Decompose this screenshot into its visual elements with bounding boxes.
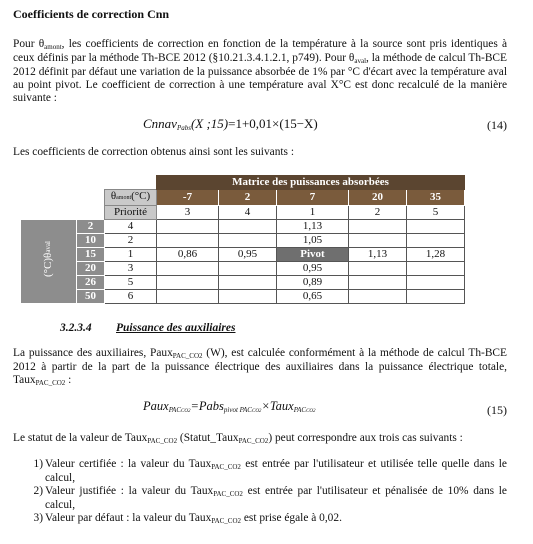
table-row: [21, 220, 465, 234]
table-row: [21, 276, 465, 290]
formula-times: ×Taux: [261, 399, 294, 413]
coefficient-cell: 1,13: [277, 220, 349, 234]
subscript: PAC_CO2: [238, 437, 269, 445]
coefficient-cell: 0,89: [277, 276, 349, 290]
coefficient-cell: [157, 262, 219, 276]
coefficient-cell: 1,13: [349, 248, 407, 262]
paragraph-theta: [13, 38, 507, 105]
table-row: [21, 290, 465, 304]
coefficient-cell: [349, 234, 407, 248]
coefficient-cell: [219, 234, 277, 248]
coefficient-cell: [349, 220, 407, 234]
coefficient-cell: [157, 220, 219, 234]
coefficient-cell: 1,28: [407, 248, 465, 262]
coefficient-cell: 0,65: [277, 290, 349, 304]
subscript: PAC_CO2: [147, 437, 178, 445]
column-priority: 1: [277, 206, 349, 220]
row-temp-aval: 20: [77, 262, 105, 276]
coefficient-cell: [407, 290, 465, 304]
text-span: ) peut correspondre aux trois cas suivants :: [268, 432, 463, 444]
coefficient-cell: [157, 276, 219, 290]
formula-subscript: pivot PACCO2: [223, 406, 262, 414]
formula-eq: =Pabs: [190, 399, 224, 413]
document-page: [13, 8, 507, 159]
row-temp-aval: 10: [77, 234, 105, 248]
column-priority: 5: [407, 206, 465, 220]
priority-label: Priorité: [105, 206, 157, 220]
text-span: , les coefficients de correction en fonction de la température à la source sont pris identiques à ceux définis par la méthode Th-BCE 2012 (§10.21.3.4.1.2.1, p749). Pour θ: [13, 38, 507, 64]
row-temp-aval: 2: [77, 220, 105, 234]
subscript: aval: [354, 57, 367, 65]
table-main-header: Matrice des puissances absorbées: [157, 176, 465, 190]
formula-lhs: Cnnav: [143, 116, 177, 131]
paragraph-auxiliaires: [13, 347, 507, 388]
subsection-title: Puissance des auxiliaires: [116, 322, 236, 334]
coefficient-cell: [219, 290, 277, 304]
coefficient-cell: [407, 234, 465, 248]
text-span: :: [65, 374, 72, 386]
table-row: [21, 234, 465, 248]
paragraph-table-intro: Les coefficients de correction obtenus ainsi sont les suivants :: [13, 146, 295, 158]
column-temp-amont: 7: [277, 190, 349, 206]
column-temp-amont: 2: [219, 190, 277, 206]
pivot-cell: Pivot: [277, 248, 349, 262]
formula-rhs: =1+0,01×(15−X): [228, 116, 318, 131]
section-heading: Coefficients de correction Cnn: [13, 7, 170, 21]
coefficient-cell: [157, 234, 219, 248]
correction-coefficient-table: [20, 175, 465, 304]
subsection-heading: [60, 322, 235, 335]
subsection-number: 3.2.3.4: [60, 322, 92, 334]
formula-expression: [143, 400, 316, 416]
formula-subscript: PACCO2: [293, 406, 316, 414]
formula-args: (X ;15): [190, 116, 229, 131]
row-priority: 3: [105, 262, 157, 276]
row-temp-aval: 50: [77, 290, 105, 304]
formula-expression: [143, 117, 318, 133]
list-item: 3) Valeur par défaut : la valeur du TauxPAC_CO2 est prise égale à 0,02.: [33, 512, 342, 525]
column-priority: 3: [157, 206, 219, 220]
coefficient-cell: [407, 276, 465, 290]
cases-list: [13, 458, 507, 526]
row-priority: 4: [105, 220, 157, 234]
coefficient-cell: [407, 220, 465, 234]
formula-subscript: PACCO2: [168, 406, 191, 414]
coefficient-cell: [157, 290, 219, 304]
text-span: Pour θ: [13, 38, 45, 50]
coefficient-cell: [219, 262, 277, 276]
coefficient-cell: 0,95: [219, 248, 277, 262]
paragraph-statut: [13, 432, 507, 446]
formula-lhs: Paux: [143, 399, 169, 413]
text-span: Le statut de la valeur de Taux: [13, 432, 148, 444]
equation-number: (14): [487, 118, 507, 132]
row-priority: 5: [105, 276, 157, 290]
coefficient-cell: [349, 262, 407, 276]
table-row: [21, 248, 465, 262]
subscript: PAC_CO2: [35, 379, 66, 387]
formula-15: [13, 400, 507, 420]
row-temp-aval: 26: [77, 276, 105, 290]
row-priority: 6: [105, 290, 157, 304]
coefficient-cell: [407, 262, 465, 276]
coefficient-cell: [219, 276, 277, 290]
coefficient-cell: [349, 276, 407, 290]
column-temp-amont: 35: [407, 190, 465, 206]
column-temp-amont: 20: [349, 190, 407, 206]
subscript: amont: [44, 43, 62, 51]
theta-amont-label: θamont(°C): [105, 190, 157, 206]
formula-subscript: Pabs: [176, 124, 191, 132]
coefficient-cell: 1,05: [277, 234, 349, 248]
row-temp-aval: 15: [77, 248, 105, 262]
theta-aval-side-label: (°C)θaval: [21, 220, 77, 304]
list-item: 2) Valeur justifiée : la valeur du TauxPAC_CO2 est entrée par l'utilisateur et pénalisée de 10% dans le calcul,: [33, 485, 507, 511]
text-span: La puissance des auxiliaires, Paux: [13, 347, 173, 359]
list-item: 1) Valeur certifiée : la valeur du TauxPAC_CO2 est entrée par l'utilisateur et utilisée telle quelle dans le calcul,: [33, 458, 507, 484]
subscript: PAC_CO2: [172, 352, 203, 360]
column-priority: 4: [219, 206, 277, 220]
table-row: [21, 262, 465, 276]
text-span: , la méthode de calcul Th-BCE 2012 définit par défaut une variation de la puissance absorbée de 1% par °C d'écart avec la température aval au point pivot. Le coefficient de correction à une température aval X°C est donc recalculé de la manière suivante :: [13, 52, 507, 104]
text-span: (Statut_Taux: [177, 432, 239, 444]
column-priority: 2: [349, 206, 407, 220]
row-priority: 1: [105, 248, 157, 262]
coefficient-cell: [219, 220, 277, 234]
text-span: (W), est calculée conformément à la méthode de calcul Th-BCE 2012 à partir de la part de la puissance électrique des auxiliaires dans la puissance électrique totale, Taux: [13, 347, 507, 386]
coefficient-cell: [349, 290, 407, 304]
coefficient-cell: 0,95: [277, 262, 349, 276]
equation-number: (15): [487, 403, 507, 417]
formula-14: [13, 115, 507, 137]
column-temp-amont: -7: [157, 190, 219, 206]
row-priority: 2: [105, 234, 157, 248]
coefficient-cell: 0,86: [157, 248, 219, 262]
